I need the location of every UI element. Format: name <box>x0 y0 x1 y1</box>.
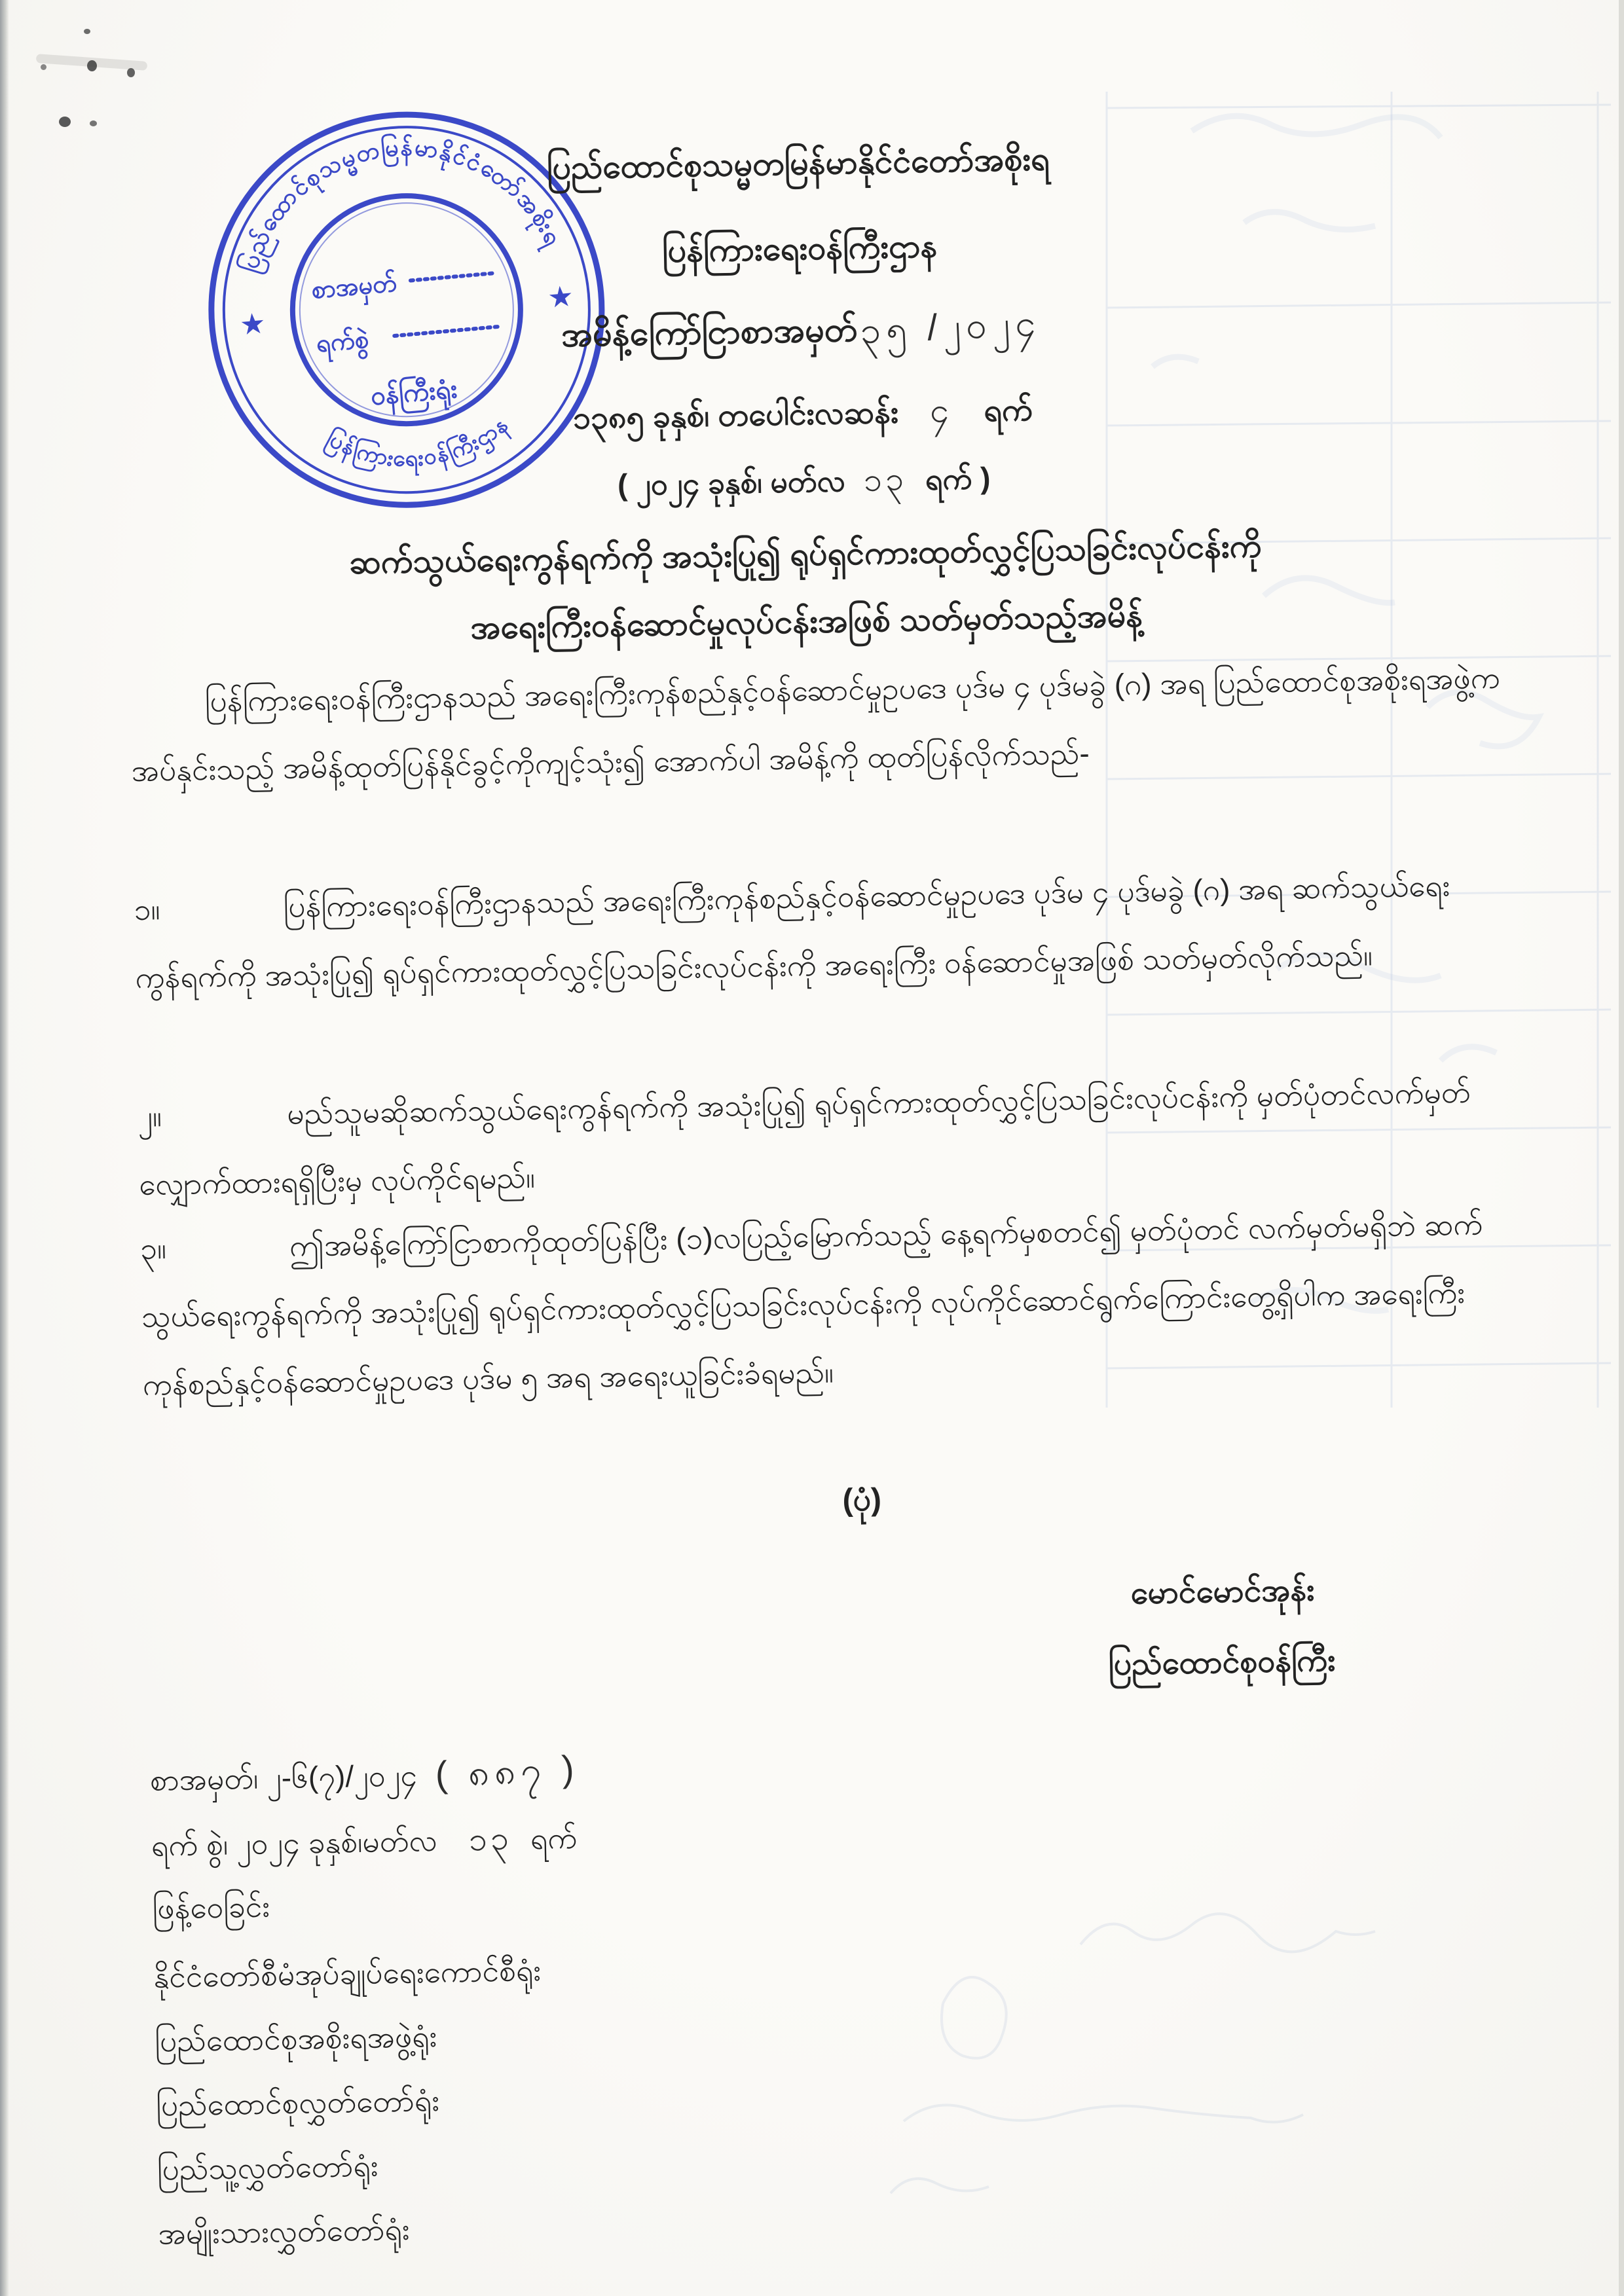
seal-place-mark: (ပုံ) <box>842 1482 882 1518</box>
recipient-line: နိုင်ငံတော်စီမံအုပ်ချုပ်ရေးကောင်စီရုံး <box>153 1952 542 1994</box>
reference-date-prefix: ရက် စွဲ၊ ၂၀၂၄ ခုနှစ်၊မတ်လ <box>151 1823 438 1863</box>
signer-title: ပြည်ထောင်စုဝန်ကြီး <box>1108 1643 1336 1682</box>
stamp-office-label: ဝန်ကြီးရုံး <box>369 374 458 411</box>
header-ministry: ပြန်ကြားရေးဝန်ကြီးဌာန <box>661 227 938 270</box>
gregorian-date-prefix: ( ၂၀၂၄ ခုနှစ်၊ မတ်လ <box>617 463 846 502</box>
distribution-heading: ဖြန့်ဝေခြင်း <box>152 1889 270 1925</box>
item-text: ဤအမိန့်ကြော်ငြာစာကိုထုတ်ပြန်ပြီး (၁)လပြည့်မြောက်သည့် နေ့ရက်မှစတင်၍ မှတ်ပုံတင် လက်မှတ်မရှိဘဲ ဆက်သွယ်ရေးကွန်ရက်ကို အသုံးပြု၍ ရုပ်ရှင်ကားထုတ်လွှင့်ပြသခြင်းလုပ်ငန်းကို လုပ်ကိုင်ဆောင်ရွက်ကြောင်းတွေ့ရှိပါက အရေးကြီးကုန်စည်နှင့်ဝန်ဆောင်မှုဥပဒေ ပုဒ်မ ၅ အရ အရေးယူခြင်းခံရမည်။ <box>141 1207 1483 1402</box>
reference-date-suffix: ရက် <box>530 1820 578 1856</box>
reference-number-line <box>149 1747 580 1809</box>
item-text: မည်သူမဆိုဆက်သွယ်ရေးကွန်ရက်ကို အသုံးပြု၍ ရုပ်ရှင်ကားထုတ်လွှင့်ပြသခြင်းလုပ်ငန်းကို မှတ်ပုံတင်လက်မှတ် လျှောက်ထားရရှိပြီးမှ လုပ်ကိုင်ရမည်။ <box>138 1074 1471 1201</box>
item-number: ၃။ <box>139 1231 167 1266</box>
recipient-line: အမျိုးသားလွှတ်တော်ရုံး <box>158 2212 410 2251</box>
stamp-field-date-label: ရက်စွဲ <box>315 325 370 358</box>
order-item-1 <box>134 850 1534 1011</box>
gregorian-date-day-handwritten: ၁၃ <box>862 460 908 499</box>
reference-label: စာအမှတ်၊ ၂-၆(၇)/၂၀၂၄ <box>149 1758 418 1797</box>
myanmar-date-suffix: ရက် <box>983 392 1033 429</box>
recipient-line: ပြည်ထောင်စုလွှတ်တော်ရုံး <box>155 2083 440 2123</box>
recipient-line: ပြည်ထောင်စုအစိုးရအဖွဲ့ရုံး <box>154 2018 437 2058</box>
intro-paragraph: ပြန်ကြားရေးဝန်ကြီးဌာနသည် အရေးကြီးကုန်စည်နှင့်ဝန်ဆောင်မှုဥပဒေ ပုဒ်မ ၄ ပုဒ်မခွဲ (ဂ) အရ ပြည်ထောင်စုအစိုးရအဖွဲ့က အပ်နှင်းသည့် အမိန့်ထုတ်ပြန်နိုင်ခွင့်ကိုကျင့်သုံး၍ အောက်ပါ အမိန့်ကို ထုတ်ပြန်လိုက်သည်- <box>131 660 1501 788</box>
ink-bleed-ghost-handwriting <box>864 1886 1617 2278</box>
order-number-handwritten: ၃၅ /၂၀၂၄ <box>859 301 1042 352</box>
signer-name: မောင်မောင်အုန်း <box>1130 1573 1315 1611</box>
item-text: ပြန်ကြားရေးဝန်ကြီးဌာနသည် အရေးကြီးကုန်စည်နှင့်ဝန်ဆောင်မှုဥပဒေ ပုဒ်မ ၄ ပုဒ်မခွဲ (ဂ) အရ ဆက်သွယ်ရေးကွန်ရက်ကို အသုံးပြု၍ ရုပ်ရှင်ကားထုတ်လွှင့်ပြသခြင်းလုပ်ငန်းကို အရေးကြီး ဝန်ဆောင်မှုအဖြစ် သတ်မှတ်လိုက်သည်။ <box>135 868 1450 994</box>
star-icon: ★ <box>546 280 575 315</box>
stamp-ring-bottom-text: ပြန်ကြားရေးဝန်ကြီးဌာန <box>322 411 514 472</box>
distribution-list <box>153 1938 546 2266</box>
order-number-label: အမိန့်ကြော်ငြာစာအမှတ် <box>561 310 858 354</box>
header-government: ပြည်ထောင်စုသမ္မတမြန်မာနိုင်ငံတော်အစိုးရ <box>546 140 1050 187</box>
myanmar-date-day-handwritten: ၄ <box>929 391 953 430</box>
star-icon: ★ <box>238 307 267 342</box>
item-number: ၁။ <box>134 892 160 926</box>
recipient-line: ပြည်သူ့လွှတ်တော်ရုံး <box>157 2148 378 2187</box>
myanmar-date-prefix: ၁၃၈၅ ခုနှစ်၊ တပေါင်းလဆန်း <box>572 395 899 436</box>
reference-number-handwritten: ( ၈၈၇ ) <box>434 1747 580 1795</box>
reference-date-day-handwritten: ၁၃ <box>468 1819 513 1858</box>
order-item-3 <box>139 1189 1541 1419</box>
order-title-line2: အရေးကြီးဝန်ဆောင်မှုလုပ်ငန်းအဖြစ် သတ်မှတ်သည့်အမိန့် <box>470 596 1143 646</box>
stamp-ring-top-text: ပြည်ထောင်စုသမ္မတမြန်မာနိုင်ငံတော်အစိုးရ <box>235 133 568 276</box>
order-title-line1: ဆက်သွယ်ရေးကွန်ရက်ကို အသုံးပြု၍ ရုပ်ရှင်ကားထုတ်လွှင့်ပြသခြင်းလုပ်ငန်းကို <box>348 527 1262 581</box>
item-number: ၂။ <box>137 1099 162 1133</box>
stamp-field-number-label: စာအမှတ် <box>310 269 398 304</box>
gregorian-date-suffix: ရက် ) <box>925 460 991 496</box>
reference-date-line <box>151 1817 578 1872</box>
